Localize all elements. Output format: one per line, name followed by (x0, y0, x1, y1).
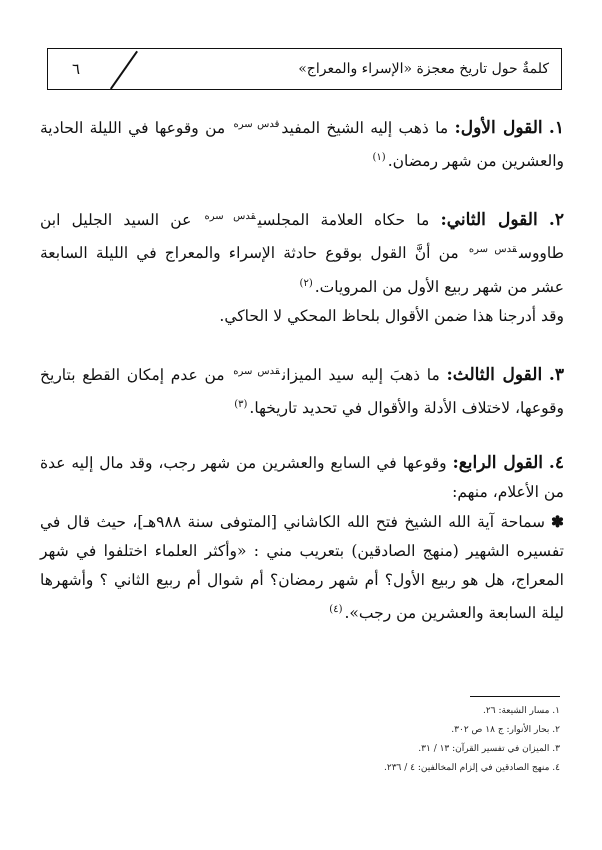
paragraph-text: وقد أدرجنا هذا ضمن الأقوال بلحاظ المحكي لا الحاكي. (219, 306, 564, 325)
footnote-ref: (٢) (299, 277, 313, 289)
paragraph-label: القول الثالث: (446, 364, 543, 385)
footnote: ٣. الميزان في تفسير القرآن: ١٣ / ٣١. (418, 744, 560, 754)
paragraph-number: ٤. (548, 453, 564, 474)
header-divider (110, 51, 138, 90)
page-header (47, 48, 562, 90)
paragraph-text: من عدم إمكان القطع بتاريخ وقوعها، لاختلاف الأدلة والأقوال في تحديد تاريخها. (40, 365, 564, 418)
asterisk-icon: ✽ (551, 512, 565, 532)
footnotes (384, 702, 560, 778)
honorific-mark: قدس سره (233, 365, 280, 377)
paragraph-text: ما ذهب إليه الشيخ المفيد (281, 119, 449, 138)
paragraph-4 (40, 449, 564, 628)
paragraph-text: وقوعها في السابع والعشرين من شهر رجب، وقد مال إليه عدة من الأعلام، منهم: (40, 454, 564, 502)
honorific-mark: قدس سره (233, 119, 280, 130)
honorific-mark: قدس سره (204, 211, 256, 223)
footnote: ٤. منهج الصادقين في إلزام المخالفين: ٤ / ٢٣٦. (383, 763, 560, 773)
paragraph-text: ما حكاه العلامة المجلسي (257, 211, 430, 230)
paragraph-number: ٢. (548, 210, 564, 231)
footnote-ref: (٤) (329, 604, 343, 616)
bullet-text: سماحة آية الله الشيخ فتح الله الكاشاني [المتوفى سنة ٩٨٨هـ]، حيث قال في تفسيره الشهير (منهج الصادقين) بتعريب مني : «وأكثر العلماء اختلفوا في شهر المعراج، هل هو ربيع الأول؟ أم شهر رمضان؟ أم شوال أم ربيع الثاني ؟ وأشهرها ليلة السابعة والعشرين من رجب». (40, 513, 564, 623)
paragraph-text: من أنَّ القول بوقوع حادثة الإسراء والمعراج في الليلة السابعة عشر من شهر ربيع الأول من المرويات. (40, 244, 564, 296)
paragraph-label: القول الأول: (454, 118, 543, 139)
paragraph-label: القول الثاني: (440, 210, 538, 231)
paragraph-number: ١. (548, 118, 564, 139)
paragraph-label: القول الرابع: (452, 453, 544, 474)
paragraph-text: عن السيد الجليل ابن طاووس (40, 211, 564, 263)
paragraph-1 (40, 110, 564, 176)
main-text (40, 110, 564, 654)
paragraph-2 (40, 202, 564, 330)
paragraph-number: ٣. (548, 364, 564, 385)
footnote-separator (470, 696, 560, 697)
footnote: ١. مسار الشيعة: ٢٦. (483, 706, 560, 716)
footnote: ٢. بحار الأنوار: ج ١٨ ص ٣٠٢. (451, 725, 560, 735)
running-title: كلمةٌ حول تاريخ معجزة «الإسراء والمعراج» (298, 61, 549, 77)
footnote-ref: (٣) (234, 398, 248, 410)
bullet-item (40, 507, 564, 628)
paragraph-text: من وقوعها في الليلة الحادية والعشرين من شهر رمضان. (40, 119, 564, 171)
footnote-ref: (١) (372, 152, 386, 164)
paragraph-text: ما ذهبَ إليه سيد الميزان (281, 365, 440, 384)
honorific-mark: قدس سره (468, 244, 517, 256)
page-number: ٦ (71, 60, 81, 78)
paragraph-3 (40, 357, 564, 423)
